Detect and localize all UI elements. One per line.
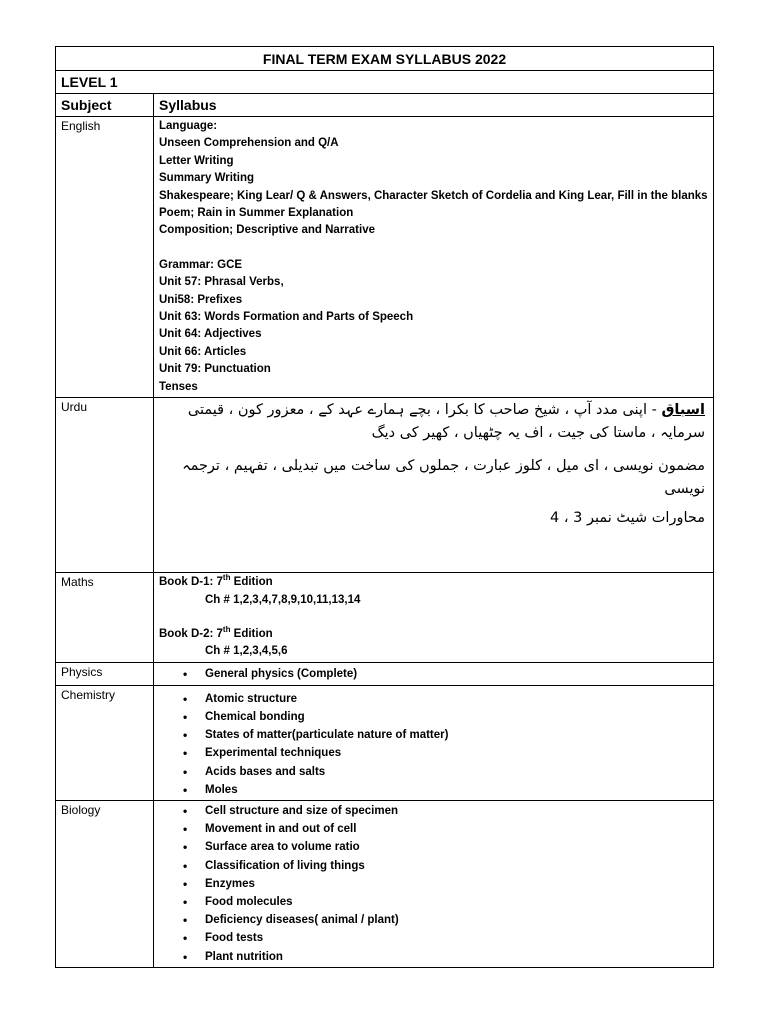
english-syllabus [154,117,714,398]
physics-item: • General physics (Complete) [159,665,708,683]
maths-row [56,573,714,663]
urdu-lessons: - اپنی مدد آپ ، شیخ صاحب کا بکرا ، بچے ہمارے عہد کے ، معزور کون ، قیمتی سرمایہ ، ماستا کی جیت ، اف یہ چٹھیاں ، کھیر کی دیگ [187,402,706,442]
subject-chemistry: Chemistry [56,685,154,800]
book-sup: th [222,625,231,635]
book-label: Book D-1: 7 [159,576,223,589]
biology-item: • Deficiency diseases( animal / plant) [159,911,708,929]
grammar-line: Tenses [159,380,198,393]
grammar-line: Unit 64: Adjectives [159,328,262,341]
chemistry-item: • Atomic structure [159,690,708,708]
physics-syllabus [154,662,714,685]
book-edition: Edition [230,627,273,640]
chemistry-item: • Experimental techniques [159,744,708,762]
biology-item: • Enzymes [159,875,708,893]
book-label: Book D-2: 7 [159,627,223,640]
maths-syllabus [154,573,714,663]
chemistry-item: • Chemical bonding [159,708,708,726]
subject-english: English [56,117,154,398]
english-line: Composition; Descriptive and Narrative [159,224,375,237]
chemistry-item: • Moles [159,781,708,799]
urdu-paragraph-2: مضمون نویسی ، ای میل ، کلوز عبارت ، جملوں کی ساخت میں تبدیلی ، تفہیم ، ترجمہ نویسی [182,458,706,498]
title-row [56,47,714,71]
english-row [56,117,714,398]
syllabus-document [55,46,713,968]
header-row [56,94,714,117]
english-line: Letter Writing [159,154,234,167]
urdu-row [56,398,714,573]
biology-item: • Movement in and out of cell [159,820,708,838]
book-edition: Edition [230,576,273,589]
grammar-line: Unit 66: Articles [159,345,247,358]
grammar-line: Unit 79: Punctuation [159,363,271,376]
urdu-paragraph-1 [159,399,705,445]
subject-maths: Maths [56,573,154,663]
english-line: Poem; Rain in Summer Explanation [159,207,354,220]
urdu-syllabus [154,398,714,573]
chemistry-item: • Acids bases and salts [159,763,708,781]
maths-book-1 [159,574,708,591]
chemistry-syllabus [154,685,714,800]
biology-row [56,800,714,967]
grammar-line: Unit 63: Words Formation and Parts of Speech [159,311,414,324]
grammar-line: Uni58: Prefixes [159,293,243,306]
level-label: LEVEL 1 [56,71,714,94]
english-line: Unseen Comprehension and Q/A [159,137,339,150]
syllabus-table [55,46,714,968]
biology-syllabus [154,800,714,967]
english-line: Language: [159,120,218,132]
biology-item: • Plant nutrition [159,948,708,966]
maths-book-2 [159,626,708,643]
english-line: Summary Writing [159,172,254,185]
subject-physics: Physics [56,662,154,685]
urdu-heading: اسباق [661,402,706,419]
maths-chapters-2: Ch # 1,2,3,4,5,6 [205,645,288,658]
grammar-line: Unit 57: Phrasal Verbs, [159,276,284,289]
biology-item: • Food molecules [159,893,708,911]
spacer [159,609,708,626]
subject-urdu: Urdu [56,398,154,573]
physics-row [56,662,714,685]
subject-biology: Biology [56,800,154,967]
grammar-line: Grammar: GCE [159,258,243,271]
subject-header: Subject [56,94,154,117]
biology-item: • Classification of living things [159,857,708,875]
maths-chapters-1: Ch # 1,2,3,4,7,8,9,10,11,13,14 [205,593,361,606]
biology-item: • Surface area to volume ratio [159,838,708,856]
chemistry-item: • States of matter(particulate nature of matter) [159,726,708,744]
document-title: FINAL TERM EXAM SYLLABUS 2022 [56,47,714,71]
syllabus-header: Syllabus [154,94,714,117]
book-sup: th [222,573,231,583]
chemistry-row [56,685,714,800]
english-line: Shakespeare; King Lear/ Q & Answers, Character Sketch of Cordelia and King Lear, Fill in the blanks [159,189,708,202]
level-row [56,71,714,94]
biology-item: • Cell structure and size of specimen [159,802,708,820]
biology-item: • Food tests [159,929,708,947]
urdu-paragraph-3: محاورات شیٹ نمبر 3 ، 4 [550,510,706,527]
spacer [159,240,708,257]
